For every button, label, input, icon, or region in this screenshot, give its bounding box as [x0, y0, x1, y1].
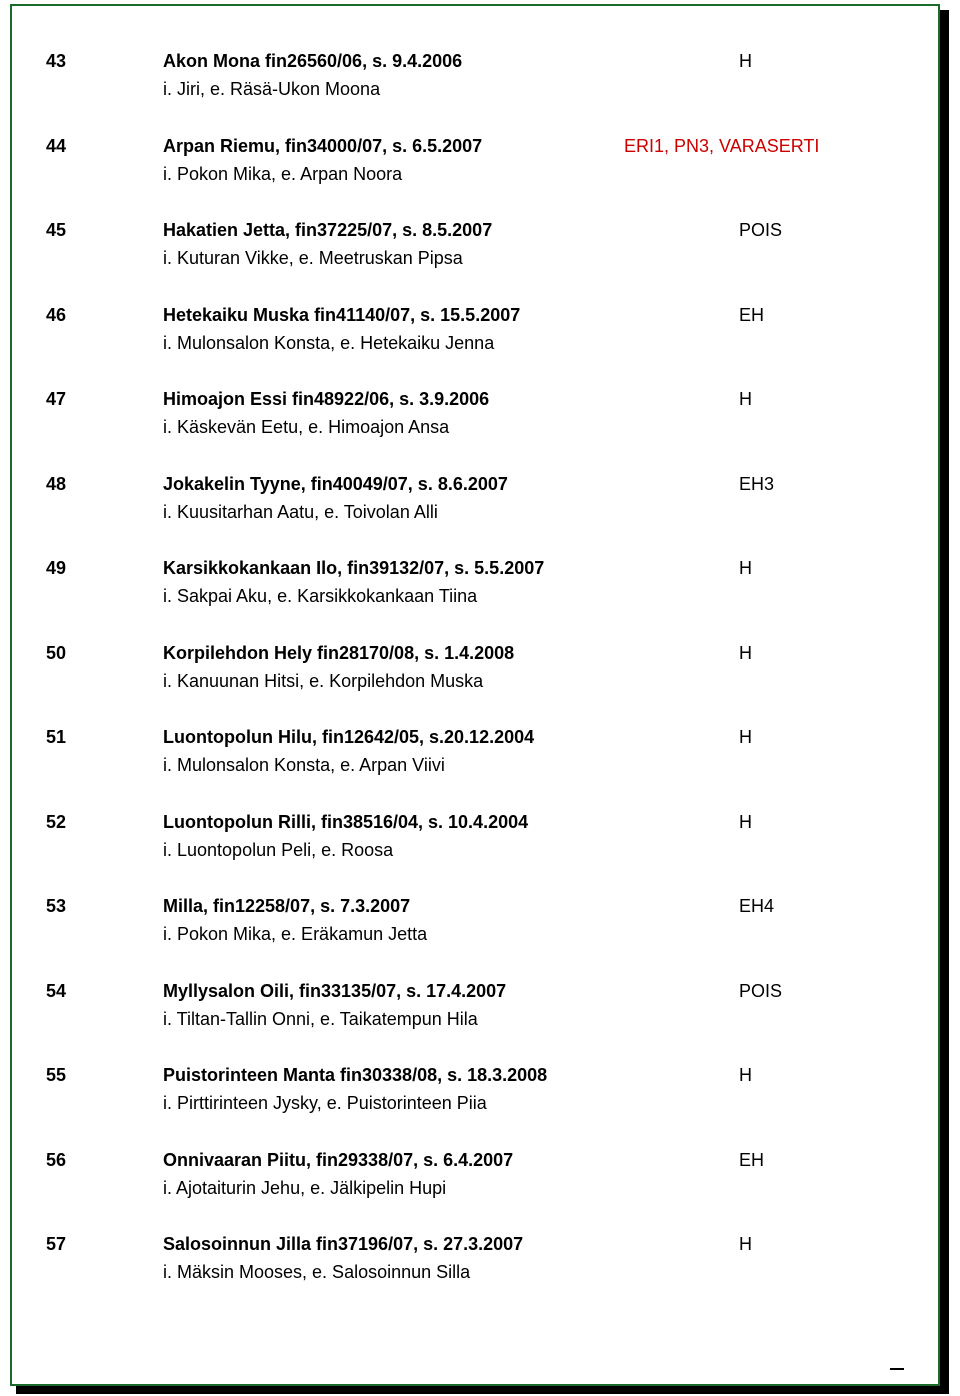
- result-grade: ERI1, PN3, VARASERTI: [624, 135, 820, 156]
- list-item-47: [0, 385, 940, 470]
- dog-name-reg: Luontopolun Hilu, fin12642/05, s.20.12.2004: [163, 727, 535, 747]
- dog-parents: i. Kuturan Vikke, e. Meetruskan Pipsa: [163, 248, 463, 268]
- result-grade: EH4: [739, 896, 775, 916]
- entry-number: 57: [46, 1234, 67, 1254]
- dog-name-reg: Akon Mona fin26560/06, s. 9.4.2006: [163, 51, 463, 71]
- entry-number: 48: [46, 473, 67, 494]
- page-shadow-right: [940, 10, 949, 1394]
- list-item-55: [0, 1061, 940, 1146]
- dog-name-reg: Arpan Riemu, fin34000/07, s. 6.5.2007: [163, 135, 483, 156]
- result-grade: POIS: [739, 220, 783, 240]
- list-item-54: [0, 977, 940, 1062]
- list-item-45: [0, 216, 940, 301]
- list-item-44: [0, 132, 940, 217]
- dog-name-reg: Korpilehdon Hely fin28170/08, s. 1.4.2008: [163, 642, 515, 663]
- result-grade: EH3: [739, 473, 775, 494]
- dog-parents: i. Pirttirinteen Jysky, e. Puistorinteen Piia: [163, 1093, 487, 1113]
- entry-number: 47: [46, 389, 67, 409]
- result-grade: H: [739, 811, 752, 832]
- dog-name-reg: Puistorinteen Manta fin30338/08, s. 18.3.2008: [163, 1065, 548, 1085]
- entry-number: 46: [46, 304, 67, 325]
- dog-name-reg: Jokakelin Tyyne, fin40049/07, s. 8.6.2007: [163, 473, 508, 494]
- entry-number: 55: [46, 1065, 67, 1085]
- dog-parents: i. Mäksin Mooses, e. Salosoinnun Silla: [163, 1262, 471, 1282]
- dog-parents: i. Kuusitarhan Aatu, e. Toivolan Alli: [163, 501, 438, 522]
- dog-name-reg: Luontopolun Rilli, fin38516/04, s. 10.4.2004: [163, 811, 529, 832]
- entry-number: 56: [46, 1149, 67, 1170]
- entry-number: 54: [46, 980, 67, 1001]
- list-item-50: [0, 639, 940, 724]
- dog-parents: i. Sakpai Aku, e. Karsikkokankaan Tiina: [163, 586, 478, 606]
- dog-parents: i. Pokon Mika, e. Arpan Noora: [163, 163, 403, 184]
- entry-number: 45: [46, 220, 67, 240]
- result-grade: EH: [739, 304, 765, 325]
- dog-name-reg: Myllysalon Oili, fin33135/07, s. 17.4.2007: [163, 980, 507, 1001]
- dog-name-reg: Milla, fin12258/07, s. 7.3.2007: [163, 896, 411, 916]
- dog-name-reg: Salosoinnun Jilla fin37196/07, s. 27.3.2007: [163, 1234, 524, 1254]
- entry-number: 52: [46, 811, 67, 832]
- list-item-53: [0, 892, 940, 977]
- list-item-51: [0, 723, 940, 808]
- dog-parents: i. Mulonsalon Konsta, e. Arpan Viivi: [163, 755, 445, 775]
- list-item-46: [0, 301, 940, 386]
- entry-number: 51: [46, 727, 67, 747]
- entry-number: 43: [46, 51, 67, 71]
- result-grade: H: [739, 642, 752, 663]
- result-grade: POIS: [739, 980, 783, 1001]
- entry-number: 44: [46, 135, 67, 156]
- result-grade: H: [739, 558, 752, 578]
- dog-parents: i. Luontopolun Peli, e. Roosa: [163, 839, 394, 860]
- result-grade: H: [739, 1065, 752, 1085]
- dog-parents: i. Mulonsalon Konsta, e. Hetekaiku Jenna: [163, 332, 495, 353]
- dog-parents: i. Kanuunan Hitsi, e. Korpilehdon Muska: [163, 670, 484, 691]
- entry-number: 49: [46, 558, 67, 578]
- page-shadow-bottom: [16, 1386, 949, 1394]
- dog-parents: i. Jiri, e. Räsä-Ukon Moona: [163, 79, 381, 99]
- result-grade: H: [739, 51, 752, 71]
- corner-mark: [890, 1368, 904, 1370]
- dog-parents: i. Ajotaiturin Jehu, e. Jälkipelin Hupi: [163, 1177, 447, 1198]
- dog-name-reg: Karsikkokankaan Ilo, fin39132/07, s. 5.5.2007: [163, 558, 545, 578]
- list-item-48: [0, 470, 940, 555]
- list-item-56: [0, 1146, 940, 1231]
- dog-name-reg: Himoajon Essi fin48922/06, s. 3.9.2006: [163, 389, 490, 409]
- result-grade: EH: [739, 1149, 765, 1170]
- list-item-52: [0, 808, 940, 893]
- result-grade: H: [739, 1234, 752, 1254]
- dog-name-reg: Hetekaiku Muska fin41140/07, s. 15.5.2007: [163, 304, 521, 325]
- dog-parents: i. Käskevän Eetu, e. Himoajon Ansa: [163, 417, 450, 437]
- result-grade: H: [739, 727, 752, 747]
- list-item-49: [0, 554, 940, 639]
- dog-name-reg: Onnivaaran Piitu, fin29338/07, s. 6.4.2007: [163, 1149, 514, 1170]
- dog-parents: i. Pokon Mika, e. Eräkamun Jetta: [163, 924, 428, 944]
- entry-number: 50: [46, 642, 67, 663]
- dog-name-reg: Hakatien Jetta, fin37225/07, s. 8.5.2007: [163, 220, 493, 240]
- results-list: [0, 47, 940, 1315]
- list-item-57: [0, 1230, 940, 1315]
- entry-number: 53: [46, 896, 67, 916]
- list-item-43: [0, 47, 940, 132]
- dog-parents: i. Tiltan-Tallin Onni, e. Taikatempun Hila: [163, 1008, 478, 1029]
- result-grade: H: [739, 389, 752, 409]
